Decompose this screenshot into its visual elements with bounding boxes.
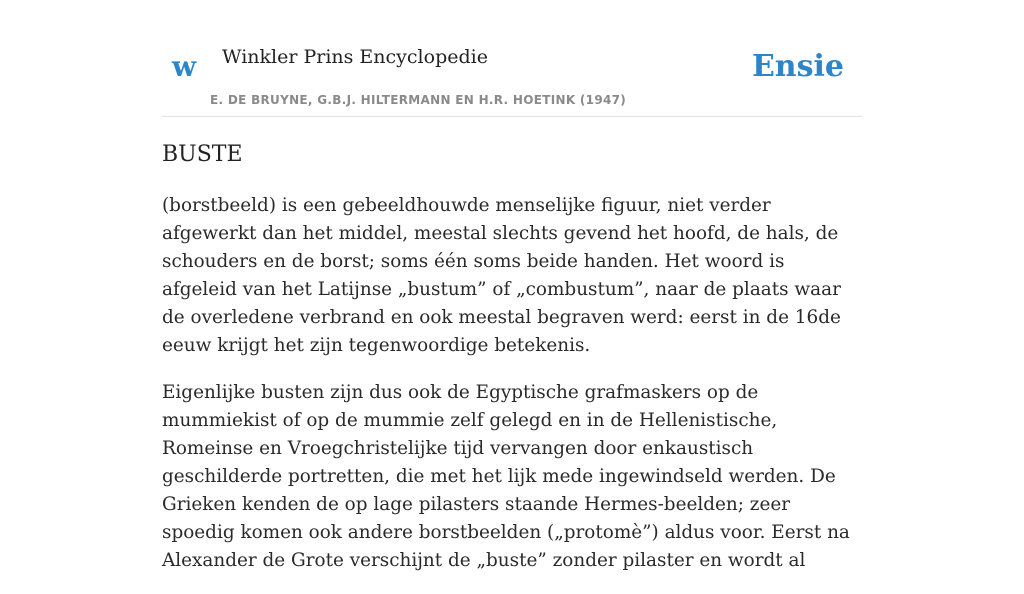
source-header	[162, 0, 862, 117]
article-paragraph: (borstbeeld) is een gebeeldhouwde menselijke figuur, niet verder afgewerkt dan het middel, meestal slechts gevend het hoofd, de hals, de schouders en de borst; soms één soms beide handen. Het woord is afgeleid van het Latijnse „bustum” of „combustum”, naar de plaats waar de overledene verbrand en ook meestal begraven werd: eerst in de 16de eeuw krijgt het zijn tegenwoordige betekenis.	[162, 195, 841, 356]
source-authors: E. DE BRUYNE, G.B.J. HILTERMANN EN H.R. HOETINK (1947)	[210, 93, 627, 107]
source-logo-w[interactable]: w	[172, 50, 197, 83]
article-title: BUSTE	[162, 142, 243, 167]
article-paragraph: Eigenlijke busten zijn dus ook de Egyptische grafmaskers op de mummiekist of op de mummie zelf gelegd en in de Hellenistische, Romeinse en Vroegchristelijke tijd vervangen door enkaustisch geschilderde portretten, die met het lijk mede ingewindseld werden. De Grieken kenden de op lage pilasters staande Hermes-beelden; zeer spoedig komen ook andere borstbeelden („protomè”) aldus voor. Eerst na Alexander de Grote verschijnt de „buste” zonder pilaster en wordt al	[162, 382, 850, 571]
page	[162, 0, 862, 571]
article-body	[162, 192, 862, 594]
ensie-brand-logo[interactable]: Ensie	[751, 49, 844, 84]
source-title[interactable]: Winkler Prins Encyclopedie	[222, 46, 488, 68]
